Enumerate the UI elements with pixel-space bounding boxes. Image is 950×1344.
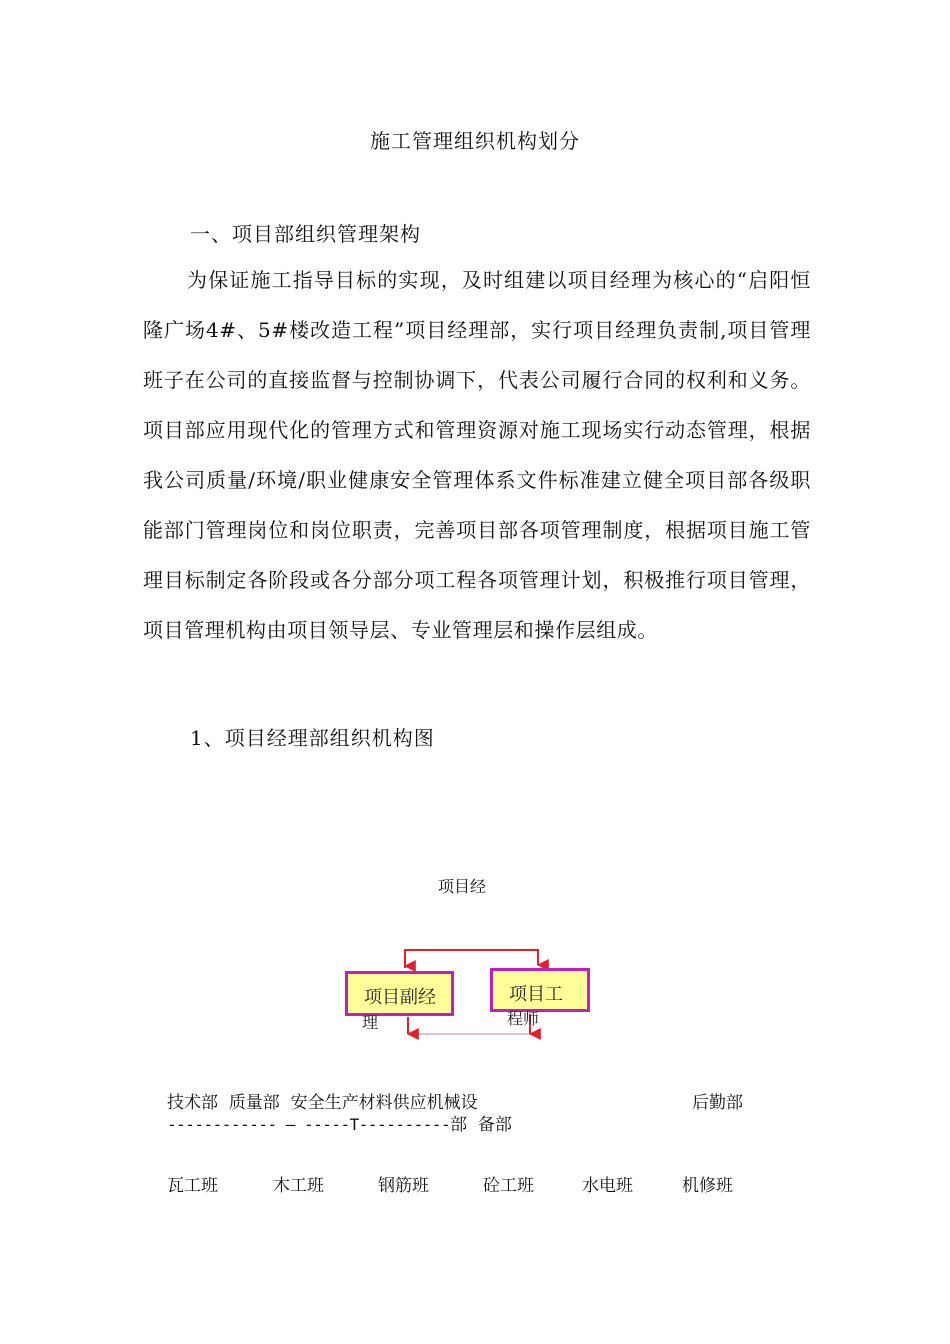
team-item: 机修班 (682, 1176, 733, 1196)
sub-heading: 1、项目经理部组织机构图 (190, 726, 435, 750)
team-item: 砼工班 (483, 1176, 534, 1196)
team-item: 木工班 (273, 1176, 324, 1196)
deputy-manager-box: 项目副经 (345, 971, 454, 1016)
project-engineer-box-overflow: 程师 (507, 1009, 540, 1028)
section-heading: 一、项目部组织管理架构 (190, 222, 421, 246)
team-item: 钢筋班 (378, 1176, 429, 1196)
team-item: 瓦工班 (167, 1176, 218, 1196)
department-logistics: 后勤部 (692, 1093, 743, 1113)
deputy-manager-box-overflow: 理 (362, 1013, 379, 1032)
connector-top-bracket (405, 950, 538, 968)
body-paragraph: 为保证施工指导目标的实现，及时组建以项目经理为核心的“启阳恒隆广场4#、5#楼改造工程”项目经理部，实行项目经理负责制,项目管理班子在公司的直接监督与控制协调下，代表公司履行合同的权利和义务。项目部应用现代化的管理方式和管理资源对施工现场实行动态管理，根据我公司质量/环境/职业健康安全管理体系文件标准建立健全项目部各级职能部门管理岗位和岗位职责，完善项目部各项管理制度，根据项目施工管理目标制定各阶段或各分部分项工程各项管理计划，积极推行项目管理，项目管理机构由项目领导层、专业管理层和操作层组成。 (143, 268, 811, 642)
document-title: 施工管理组织机构划分 (370, 129, 580, 153)
project-engineer-box: 项目工 (490, 968, 590, 1012)
departments-row: 技术部 质量部 安全生产材料供应机械设 (167, 1093, 478, 1113)
chart-top-label: 项目经 (438, 877, 487, 896)
team-item: 水电班 (582, 1176, 633, 1196)
departments-dash-line (167, 1110, 512, 1135)
dash-tail-text: 部 备部 (450, 1115, 512, 1135)
dash-segment: ------------ – -----T---------- (167, 1115, 451, 1134)
